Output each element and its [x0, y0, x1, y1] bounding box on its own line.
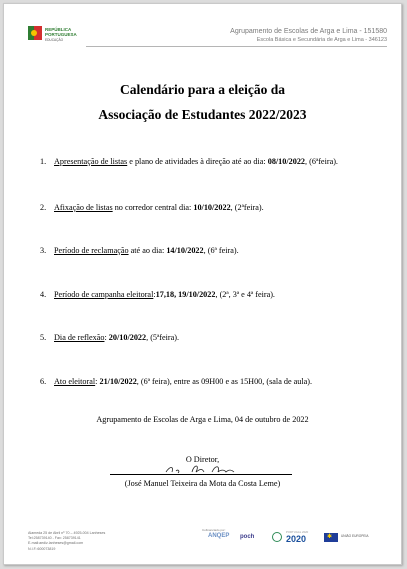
list-item	[40, 246, 239, 255]
eu-flag-icon: ✱	[324, 533, 338, 542]
item-number: 5.	[40, 333, 47, 342]
logo-sub: EDUCAÇÃO	[45, 38, 64, 42]
logo-line2: PORTUGUESA	[45, 32, 77, 37]
item-text: no corredor central dia:	[112, 203, 194, 212]
republica-portuguesa-logo	[28, 26, 100, 52]
item-date: 17,18, 19/10/2022	[155, 290, 216, 299]
document-title-line1: Calendário para a eleição da	[120, 82, 285, 97]
item-label: Ato eleitoral	[54, 377, 96, 386]
portugal-2020-text: PORTUGAL 2020	[286, 530, 309, 534]
item-text: e plano de atividades à direção até ao dia:	[127, 157, 268, 166]
portugal-2020-icon	[272, 532, 282, 542]
poch-logo: poch	[240, 534, 255, 540]
portugal-2020-year: 2020	[286, 534, 307, 544]
item-number: 3.	[40, 246, 47, 255]
school-address	[28, 531, 105, 552]
document-title-line2: Associação de Estudantes 2022/2023	[98, 107, 307, 122]
item-text: :	[95, 377, 100, 386]
document-page	[3, 3, 402, 565]
item-number: 4.	[40, 290, 47, 299]
list-item	[40, 333, 179, 342]
address-phone: Tel:258739140 - Fax: 258739141	[28, 536, 81, 541]
item-number: 6.	[40, 377, 47, 386]
item-number: 2.	[40, 203, 47, 212]
address-line1: Alameda 25 de Abril nº 70 – 4925-004 Lanheses	[28, 531, 106, 535]
funding-caption: Cofinanciado por:	[202, 528, 226, 532]
item-note: , (6ªfeira).	[305, 157, 338, 166]
item-note: , (2ª, 3ª e 4ª feira).	[215, 290, 275, 299]
logo-line1: REPÚBLICA	[45, 27, 72, 32]
school-name: Agrupamento de Escolas de Arga e Lima - 151580	[230, 28, 387, 35]
item-note: , (5ªfeira).	[146, 333, 180, 342]
item-text: :	[153, 290, 156, 299]
list-item	[40, 203, 264, 212]
item-note: , (6ª feira).	[203, 246, 239, 255]
flag-icon	[28, 26, 42, 40]
address-email: E-mail:aediz.lanheses@gmail.com	[28, 541, 84, 546]
item-date: 21/10/2022	[99, 377, 137, 386]
school-header	[230, 27, 387, 44]
portugal-2020-logo	[272, 530, 318, 545]
item-date: 20/10/2022	[108, 333, 147, 342]
item-label: Afixação de listas	[54, 203, 113, 212]
list-item	[40, 290, 275, 299]
funding-logos	[172, 527, 384, 549]
list-item	[40, 157, 338, 166]
item-date: 10/10/2022	[193, 203, 231, 212]
item-text: até ao dia:	[128, 246, 167, 255]
handwritten-signature	[162, 460, 252, 478]
item-label: Dia de reflexão	[54, 333, 105, 342]
header-divider	[86, 46, 387, 47]
item-note: , (2ªfeira).	[230, 203, 264, 212]
anqep-logo: ANQEP	[208, 533, 230, 539]
eu-logo-text: UNIÃO EUROPEIA	[341, 534, 369, 538]
place-date: Agrupamento de Escolas de Arga e Lima, 04 de outubro de 2022	[96, 415, 309, 424]
item-note: , (6ª feira), entre as 09H00 e as 15H00, (sala de aula).	[136, 377, 313, 386]
list-item	[40, 377, 312, 386]
signature-line	[110, 474, 292, 475]
item-label: Período de reclamação	[54, 246, 129, 255]
school-subtitle: Escola Básica e Secundária de Arga e Lima - 346123	[256, 37, 387, 43]
address-nif: N.I.F.:600073819	[28, 546, 56, 551]
item-date: 14/10/2022	[166, 246, 204, 255]
item-text: :	[104, 333, 109, 342]
director-name: (José Manuel Teixeira da Mota da Costa Leme)	[124, 479, 281, 488]
item-date: 08/10/2022	[267, 157, 306, 166]
item-label: Apresentação de listas	[54, 157, 128, 166]
item-label: Período de campanha eleitoral	[54, 290, 154, 299]
director-role: O Diretor,	[185, 455, 220, 464]
item-number: 1.	[40, 157, 47, 166]
